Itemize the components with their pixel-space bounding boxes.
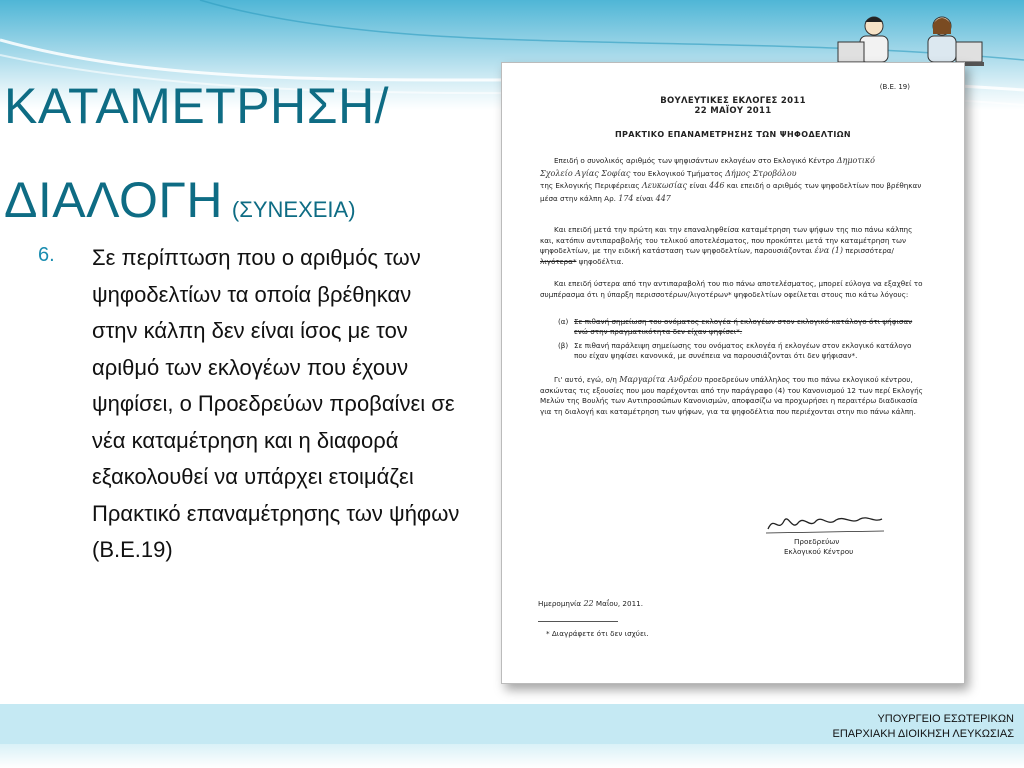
handwriting-district: Λευκωσίας (641, 181, 688, 190)
handwriting-officer-name: Μαργαρίτα Ανδρέου (619, 375, 703, 384)
ministry-label (833, 712, 1014, 742)
form-paragraph-3: Και επειδή ύστερα από την αντιπαραβολή του πιο πάνω αποτελέσματος, μπορεί εύλογα να εξαχθεί το συμπέρασμα ότι η ύπαρξη περισσοτέρων/λιγοτέρων* ψηφοδελτίων οφείλεται στους πιο κάτω λόγους: (540, 279, 923, 299)
form-reference: (Β.Ε. 19) (879, 83, 910, 91)
point-text: Σε περίπτωση που ο αριθμός των ψηφοδελτίων τα οποία βρέθηκαν στην κάλπη δεν είναι ίσος με τον αριθμό των εκλογέων που έχουν ψηφίσει, ο Προεδρεύων προβαίνει σε νέα καταμέτρηση και η διαφορά εξακολουθεί να υπάρχει ετοιμάζει Πρακτικό επαναμέτρησης των ψήφων (Β.Ε.19) (92, 245, 460, 562)
slide-title (4, 62, 389, 254)
handwriting-centre: Δημοτικό (836, 156, 875, 165)
handwriting-school: Σχολείο Αγίας Σοφίας (540, 168, 631, 178)
title-line-2: ΔΙΑΛΟΓΗ (4, 172, 224, 228)
signature-icon (764, 511, 886, 537)
form-footnote: * Διαγράφετε ότι δεν ισχύει. (546, 629, 649, 638)
title-subtitle: (ΣΥΝΕΧΕΙΑ) (231, 197, 356, 222)
scanned-form-be19: (Β.Ε. 19) ΒΟΥΛΕΥΤΙΚΕΣ ΕΚΛΟΓΕΣ 2011 22 ΜΑΪΟΥ 2011 ΠΡΑΚΤΙΚΟ ΕΠΑΝΑΜΕΤΡΗΣΗΣ ΤΩΝ ΨΗΦΟΔΕΛΤΙΩΝ Επειδή ο συνολικός αριθμός των ψηφισάντων εκλογέων στο Εκλογικό Κέντρο Δημοτικό Σχολείο Αγίας Σοφίας του Εκλογικού Τμήματος Δήμος Στροβόλου της Εκλογικής Περιφέρειας Λευκωσίας είναι 446 και επειδή ο αριθμός των ψηφοδελτίων που βρέθηκαν μέσα στην κάλπη Αρ. 174 είναι 447 Και επειδή μετά την πρώτη και την επαναληφθείσα καταμέτρηση των ψήφων της πιο πάνω κάλπης και, κατόπιν αντιπαραβολής του τελικού αποτελέσματος, που προκύπτει μετά την καταμέτρηση των ψηφοδελτίων, με την ειδική κατάσταση των ψηφοδελτίων, παρουσιάζονται ένα (1) περισσότερα/λιγότερα* ψηφοδέλτια. Και επειδή ύστερα από την αντιπαραβολή του πιο πάνω αποτελέσματος, μπορεί εύλογα να εξαχθεί το συμπέρασμα ότι η ύπαρξη περισσοτέρων/λιγοτέρων* ψηφοδελτίων οφείλεται στους πιο κάτω λόγους: (α) Σε πιθανή σημείωση του ονόματος εκλογέα ή εκλογέων στον εκλογικό κατάλογο ότι ψήφισαν ενώ στην πραγματικότητα δεν είχαν ψηφίσει*. (β) Σε πιθανή παράλειψη σημείωσης του ονόματος εκλογέα ή εκλογέων στον εκλογικό κατάλογο που είχαν ψηφίσει κανονικά, με συνέπεια να παρουσιάζονται ότι δεν ψήφισαν*. Γι' αυτό, εγώ, ο/η Μαργαρίτα Ανδρέου προεδρεύων υπάλληλος του πιο πάνω εκλογικού κέντρου, ασκώντας τις εξουσίες που μου παρέχονται από την παράγραφο (4) του Κανονισμού 12 των περί Εκλογής Μελών της Βουλής των Αντιπροσώπων Κανονισμών, αποφασίζω να προχωρήσει η περαιτέρω διαδικασία για τη διαλογή και καταμέτρηση των ψήφων, για τα ψηφοδέλτια που περιέχονται στην πιο πάνω κάλπη. Προεδρεύων Εκλογικού Κέντρου Ημερομηνία 22 Μαΐου, 2011. * Διαγράφετε ότι δεν ισχύει. (501, 62, 965, 684)
form-paragraph-2: Και επειδή μετά την πρώτη και την επαναληφθείσα καταμέτρηση των ψήφων της πιο πάνω κάλπης και, κατόπιν αντιπαραβολής του τελικού αποτελέσματος, που προκύπτει μετά την καταμέτρηση των ψηφοδελτίων, με την ειδική κατάσταση των ψηφοδελτίων, παρουσιάζονται ένα (1) περισσότερα/λιγότερα* ψηφοδέλτια. (540, 225, 913, 266)
handwriting-date: 22 (583, 599, 594, 608)
ministry-line-2: ΕΠΑΡΧΙΑΚΗ ΔΙΟΙΚΗΣΗ ΛΕΥΚΩΣΙΑΣ (832, 728, 1014, 740)
footer-fade (0, 744, 1024, 768)
ministry-line-1: ΥΠΟΥΡΓΕΙΟ ΕΣΩΤΕΡΙΚΩΝ (877, 713, 1014, 725)
handwriting-box-number: 174 (618, 193, 634, 203)
title-line-1: ΚΑΤΑΜΕΤΡΗΣΗ/ (4, 78, 390, 134)
form-heading-date: 22 ΜΑΪΟΥ 2011 (694, 106, 772, 116)
handwriting-section: Δήμος Στροβόλου (725, 168, 797, 178)
form-heading-elections: ΒΟΥΛΕΥΤΙΚΕΣ ΕΚΛΟΓΕΣ 2011 (660, 96, 806, 106)
point-number: 6. (38, 244, 55, 266)
footnote-divider (538, 621, 618, 622)
handwriting-voters: 446 (709, 181, 725, 190)
signature-title-2: Εκλογικού Κέντρου (784, 547, 854, 556)
handwriting-difference: ένα (1) (814, 246, 843, 255)
form-date: Ημερομηνία 22 Μαΐου, 2011. (538, 599, 643, 608)
form-paragraph-4: Γι' αυτό, εγώ, ο/η Μαργαρίτα Ανδρέου προεδρεύων υπάλληλος του πιο πάνω εκλογικού κέντρου, ασκώντας τις εξουσίες που μου παρέχονται από την παράγραφο (4) του Κανονισμού 12 των περί Εκλογής Μελών της Βουλής των Αντιπροσώπων Κανονισμών, αποφασίζω να προχωρήσει η περαιτέρω διαδικασία για τη διαλογή και καταμέτρηση των ψήφων, για τα ψηφοδέλτια που περιέχονται στην πιο πάνω κάλπη. (540, 375, 923, 416)
form-heading-title: ΠΡΑΚΤΙΚΟ ΕΠΑΝΑΜΕΤΡΗΣΗΣ ΤΩΝ ΨΗΦΟΔΕΛΤΙΩΝ (614, 130, 852, 139)
handwriting-ballots: 447 (655, 193, 671, 203)
signature-title-1: Προεδρεύων (794, 537, 840, 546)
form-paragraph-1: Επειδή ο συνολικός αριθμός των ψηφισάντων εκλογέων στο Εκλογικό Κέντρο Δημοτικό Σχολείο Αγίας Σοφίας του Εκλογικού Τμήματος Δήμος Στροβόλου της Εκλογικής Περιφέρειας Λευκωσίας είναι 446 και επειδή ο αριθμός των ψηφοδελτίων που βρέθηκαν μέσα στην κάλπη Αρ. 174 είναι 447 (540, 156, 922, 203)
